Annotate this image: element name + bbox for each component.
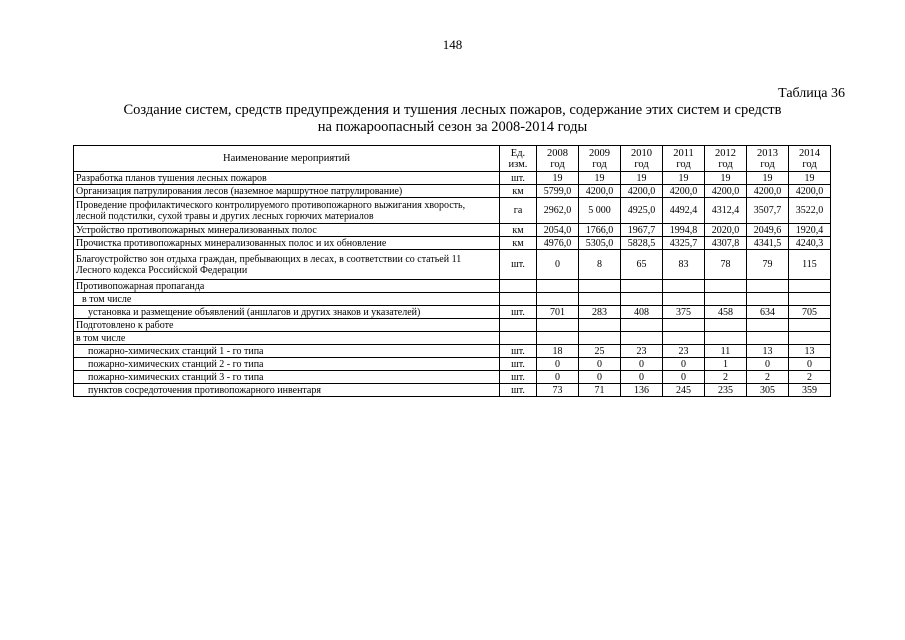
row-unit: км bbox=[500, 185, 537, 198]
table-body bbox=[74, 172, 831, 397]
table-row bbox=[74, 185, 831, 198]
row-value: 0 bbox=[663, 371, 705, 384]
row-value bbox=[705, 280, 747, 293]
row-value bbox=[579, 332, 621, 345]
row-value: 23 bbox=[621, 345, 663, 358]
row-value: 0 bbox=[537, 250, 579, 280]
row-value: 2962,0 bbox=[537, 198, 579, 224]
row-value: 2049,6 bbox=[747, 224, 789, 237]
row-value bbox=[705, 293, 747, 306]
row-value: 11 bbox=[705, 345, 747, 358]
row-value: 408 bbox=[621, 306, 663, 319]
row-value: 13 bbox=[747, 345, 789, 358]
row-value bbox=[789, 319, 831, 332]
row-value bbox=[663, 319, 705, 332]
header-name: Наименование мероприятий bbox=[74, 146, 500, 172]
row-name: Подготовлено к работе bbox=[74, 319, 500, 332]
row-unit: шт. bbox=[500, 172, 537, 185]
row-value: 5799,0 bbox=[537, 185, 579, 198]
row-name: пунктов сосредоточения противопожарного инвентаря bbox=[74, 384, 500, 397]
header-row bbox=[74, 146, 831, 172]
row-unit bbox=[500, 332, 537, 345]
table-row bbox=[74, 172, 831, 185]
row-value: 0 bbox=[621, 358, 663, 371]
row-value: 1920,4 bbox=[789, 224, 831, 237]
row-unit: шт. bbox=[500, 358, 537, 371]
row-value: 13 bbox=[789, 345, 831, 358]
row-name: пожарно-химических станций 1 - го типа bbox=[74, 345, 500, 358]
row-unit: шт. bbox=[500, 250, 537, 280]
row-name: Устройство противопожарных минерализованных полос bbox=[74, 224, 500, 237]
row-value: 2 bbox=[747, 371, 789, 384]
row-value: 375 bbox=[663, 306, 705, 319]
row-value bbox=[663, 293, 705, 306]
row-unit: шт. bbox=[500, 371, 537, 384]
row-value bbox=[537, 332, 579, 345]
table-title bbox=[0, 102, 905, 136]
row-value: 19 bbox=[621, 172, 663, 185]
row-name: в том числе bbox=[74, 293, 500, 306]
row-value: 4200,0 bbox=[663, 185, 705, 198]
row-value: 0 bbox=[747, 358, 789, 371]
row-value: 4200,0 bbox=[747, 185, 789, 198]
row-value: 2054,0 bbox=[537, 224, 579, 237]
row-value: 1 bbox=[705, 358, 747, 371]
row-value: 2 bbox=[705, 371, 747, 384]
row-value: 4200,0 bbox=[621, 185, 663, 198]
header-year-sub: год bbox=[592, 158, 607, 170]
row-value bbox=[579, 319, 621, 332]
row-value: 305 bbox=[747, 384, 789, 397]
row-value: 19 bbox=[747, 172, 789, 185]
header-year-value: 2010 bbox=[631, 147, 652, 159]
table-row bbox=[74, 306, 831, 319]
title-line-2: на пожароопасный сезон за 2008-2014 годы bbox=[317, 119, 588, 135]
row-value: 19 bbox=[663, 172, 705, 185]
header-year bbox=[579, 146, 621, 172]
header-unit bbox=[500, 146, 537, 172]
row-unit bbox=[500, 280, 537, 293]
row-value: 1766,0 bbox=[579, 224, 621, 237]
row-value: 79 bbox=[747, 250, 789, 280]
row-value: 19 bbox=[537, 172, 579, 185]
row-value: 1967,7 bbox=[621, 224, 663, 237]
header-year bbox=[537, 146, 579, 172]
table-row bbox=[74, 280, 831, 293]
header-unit-line2: изм. bbox=[508, 158, 528, 170]
table-label: Таблица 36 bbox=[778, 86, 845, 101]
row-name: Прочистка противопожарных минерализованных полос и их обновление bbox=[74, 237, 500, 250]
row-value bbox=[621, 319, 663, 332]
table-row bbox=[74, 224, 831, 237]
row-value: 4341,5 bbox=[747, 237, 789, 250]
row-value: 0 bbox=[537, 358, 579, 371]
header-year bbox=[789, 146, 831, 172]
row-value: 4307,8 bbox=[705, 237, 747, 250]
table-row bbox=[74, 358, 831, 371]
row-value: 78 bbox=[705, 250, 747, 280]
row-value bbox=[789, 293, 831, 306]
row-unit: шт. bbox=[500, 345, 537, 358]
row-value: 3522,0 bbox=[789, 198, 831, 224]
row-value: 4925,0 bbox=[621, 198, 663, 224]
row-value bbox=[789, 332, 831, 345]
row-value: 19 bbox=[579, 172, 621, 185]
header-year-sub: год bbox=[676, 158, 691, 170]
row-value: 4200,0 bbox=[579, 185, 621, 198]
row-value bbox=[747, 319, 789, 332]
table-row bbox=[74, 384, 831, 397]
row-value bbox=[537, 293, 579, 306]
header-year-value: 2008 bbox=[547, 147, 568, 159]
row-value: 4976,0 bbox=[537, 237, 579, 250]
row-value: 19 bbox=[789, 172, 831, 185]
row-value: 0 bbox=[537, 371, 579, 384]
row-value bbox=[663, 332, 705, 345]
page-number: 148 bbox=[442, 37, 463, 52]
row-unit: км bbox=[500, 224, 537, 237]
row-value bbox=[747, 280, 789, 293]
row-unit: шт. bbox=[500, 306, 537, 319]
row-unit: шт. bbox=[500, 384, 537, 397]
row-value bbox=[621, 280, 663, 293]
row-name: Организация патрулирования лесов (наземное маршрутное патрулирование) bbox=[74, 185, 500, 198]
row-value bbox=[747, 293, 789, 306]
header-year bbox=[663, 146, 705, 172]
header-year-sub: год bbox=[760, 158, 775, 170]
row-value: 3507,7 bbox=[747, 198, 789, 224]
row-value: 0 bbox=[579, 358, 621, 371]
row-value bbox=[579, 280, 621, 293]
row-value: 4240,3 bbox=[789, 237, 831, 250]
header-year-sub: год bbox=[634, 158, 649, 170]
row-value: 634 bbox=[747, 306, 789, 319]
row-value: 0 bbox=[789, 358, 831, 371]
row-value: 136 bbox=[621, 384, 663, 397]
row-value: 4200,0 bbox=[705, 185, 747, 198]
row-name: пожарно-химических станций 2 - го типа bbox=[74, 358, 500, 371]
row-value: 71 bbox=[579, 384, 621, 397]
title-line-1: Создание систем, средств предупреждения и тушения лесных пожаров, содержание этих систем и средств bbox=[123, 102, 782, 118]
row-value bbox=[537, 280, 579, 293]
row-value bbox=[579, 293, 621, 306]
header-year-value: 2011 bbox=[673, 147, 694, 159]
row-value: 4325,7 bbox=[663, 237, 705, 250]
row-value bbox=[663, 280, 705, 293]
row-value: 4200,0 bbox=[789, 185, 831, 198]
data-table bbox=[73, 145, 831, 397]
table-row bbox=[74, 332, 831, 345]
table-row bbox=[74, 198, 831, 224]
row-value: 283 bbox=[579, 306, 621, 319]
row-value: 23 bbox=[663, 345, 705, 358]
row-value: 5 000 bbox=[579, 198, 621, 224]
row-value: 4492,4 bbox=[663, 198, 705, 224]
row-value: 1994,8 bbox=[663, 224, 705, 237]
row-value bbox=[705, 332, 747, 345]
table-row bbox=[74, 237, 831, 250]
header-year-value: 2014 bbox=[799, 147, 820, 159]
row-value: 0 bbox=[579, 371, 621, 384]
row-value: 4312,4 bbox=[705, 198, 747, 224]
table-row bbox=[74, 250, 831, 280]
row-unit: км bbox=[500, 237, 537, 250]
header-year bbox=[747, 146, 789, 172]
row-value: 83 bbox=[663, 250, 705, 280]
row-value bbox=[789, 280, 831, 293]
row-name: Благоустройство зон отдыха граждан, пребывающих в лесах, в соответствии со статьей 11 Лесного кодекса Российской Федерации bbox=[74, 250, 500, 280]
header-year bbox=[621, 146, 663, 172]
row-name: пожарно-химических станций 3 - го типа bbox=[74, 371, 500, 384]
row-value: 235 bbox=[705, 384, 747, 397]
row-value bbox=[621, 293, 663, 306]
row-value: 5305,0 bbox=[579, 237, 621, 250]
row-value: 65 bbox=[621, 250, 663, 280]
row-value: 2020,0 bbox=[705, 224, 747, 237]
row-name: в том числе bbox=[74, 332, 500, 345]
row-value: 25 bbox=[579, 345, 621, 358]
header-unit-line1: Ед. bbox=[510, 147, 526, 159]
row-value: 5828,5 bbox=[621, 237, 663, 250]
table-row bbox=[74, 319, 831, 332]
header-year-sub: год bbox=[550, 158, 565, 170]
row-name: установка и размещение объявлений (аншлагов и других знаков и указателей) bbox=[74, 306, 500, 319]
table-row bbox=[74, 371, 831, 384]
row-unit bbox=[500, 319, 537, 332]
row-value bbox=[747, 332, 789, 345]
row-value: 2 bbox=[789, 371, 831, 384]
row-value: 359 bbox=[789, 384, 831, 397]
row-name: Противопожарная пропаганда bbox=[74, 280, 500, 293]
header-year-sub: год bbox=[802, 158, 817, 170]
table-row bbox=[74, 293, 831, 306]
row-value: 18 bbox=[537, 345, 579, 358]
header-year-value: 2012 bbox=[715, 147, 736, 159]
row-value: 458 bbox=[705, 306, 747, 319]
row-name: Проведение профилактического контролируемого противопожарного выжигания хворость, лесной подстилки, сухой травы и других лесных горючих материалов bbox=[74, 198, 500, 224]
row-value: 19 bbox=[705, 172, 747, 185]
header-year bbox=[705, 146, 747, 172]
header-year-sub: год bbox=[718, 158, 733, 170]
row-value bbox=[537, 319, 579, 332]
row-value: 705 bbox=[789, 306, 831, 319]
row-value: 73 bbox=[537, 384, 579, 397]
row-value bbox=[621, 332, 663, 345]
row-value: 115 bbox=[789, 250, 831, 280]
header-year-value: 2009 bbox=[589, 147, 610, 159]
row-unit: га bbox=[500, 198, 537, 224]
row-unit bbox=[500, 293, 537, 306]
row-value: 0 bbox=[621, 371, 663, 384]
header-year-value: 2013 bbox=[757, 147, 778, 159]
table-row bbox=[74, 345, 831, 358]
row-value: 245 bbox=[663, 384, 705, 397]
row-value: 701 bbox=[537, 306, 579, 319]
row-name: Разработка планов тушения лесных пожаров bbox=[74, 172, 500, 185]
row-value bbox=[705, 319, 747, 332]
row-value: 0 bbox=[663, 358, 705, 371]
row-value: 8 bbox=[579, 250, 621, 280]
